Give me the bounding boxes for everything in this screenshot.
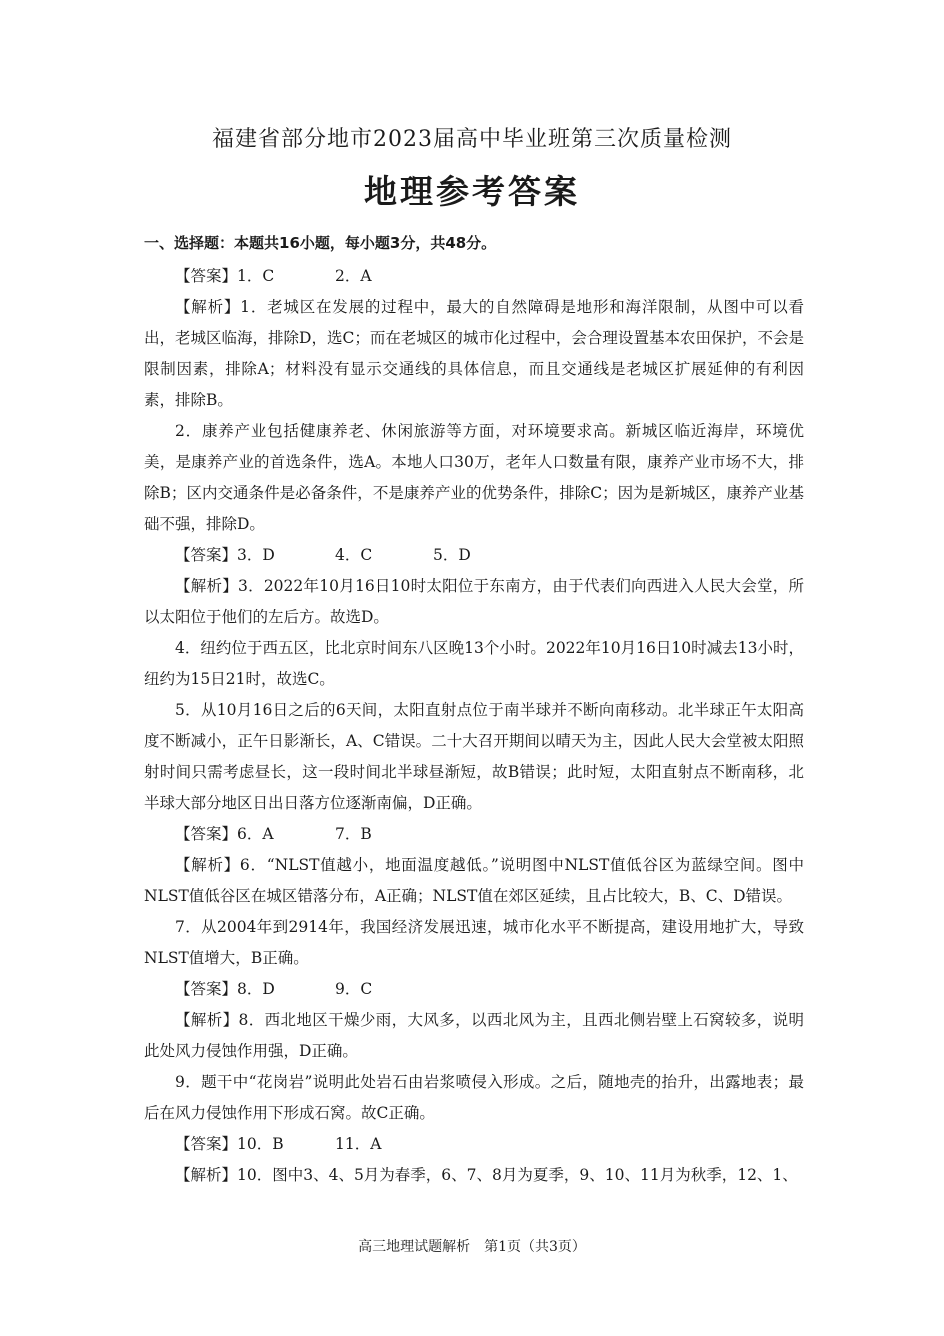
answer-line-8-9 bbox=[144, 974, 804, 1005]
answer-line-3-5 bbox=[144, 540, 804, 571]
answer-item: 10．B bbox=[237, 1135, 284, 1153]
answer-line-6-7 bbox=[144, 819, 804, 850]
answer-tag: 【答案】 bbox=[175, 980, 238, 998]
answer-line-1-2 bbox=[144, 261, 804, 292]
answer-item: 6．A bbox=[237, 825, 274, 843]
answer-item: 11．A bbox=[335, 1135, 382, 1153]
answer-item: 7．B bbox=[335, 825, 372, 843]
answer-content bbox=[144, 228, 804, 1191]
explanation-q7: 7．从2004年到2914年，我国经济发展迅速，城市化水平不断提高，建设用地扩大，导致NLST值增大，B正确。 bbox=[144, 918, 804, 967]
answer-item: 8．D bbox=[237, 980, 275, 998]
page-footer: 高三地理试题解析 第1页（共3页） bbox=[358, 1239, 586, 1255]
answer-tag: 【答案】 bbox=[175, 825, 238, 843]
explanation-q4: 4．纽约位于西五区，比北京时间东八区晚13个小时。2022年10月16日10时减去13小时，纽约为15日21时，故选C。 bbox=[144, 639, 804, 688]
answer-tag: 【答案】 bbox=[175, 267, 238, 285]
answer-tag: 【答案】 bbox=[175, 1135, 238, 1153]
answer-line-10-11 bbox=[144, 1129, 804, 1160]
explanation-q8: 【解析】8．西北地区干燥少雨，大风多，以西北风为主，且西北侧岩壁上石窝较多，说明此处风力侵蚀作用强，D正确。 bbox=[144, 1011, 804, 1060]
explanation-q10: 【解析】10．图中3、4、5月为春季，6、7、8月为夏季，9、10、11月为秋季，12、1、 bbox=[175, 1166, 798, 1184]
explanation-q9: 9．题干中“花岗岩”说明此处岩石由岩浆喷侵入形成。之后，随地壳的抬升，出露地表；最后在风力侵蚀作用下形成石窝。故C正确。 bbox=[144, 1073, 804, 1122]
explanation-q1: 【解析】1．老城区在发展的过程中，最大的自然障碍是地形和海洋限制，从图中可以看出，老城区临海，排除D，选C；而在老城区的城市化过程中，会合理设置基本农田保护，不会是限制因素，排除A；材料没有显示交通线的具体信息，而且交通线是老城区扩展延伸的有利因素，排除B。 bbox=[144, 298, 804, 409]
answer-item: 1．C bbox=[237, 267, 275, 285]
explanation-q2: 2．康养产业包括健康养老、休闲旅游等方面，对环境要求高。新城区临近海岸，环境优美，是康养产业的首选条件，选A。本地人口30万，老年人口数量有限，康养产业市场不大，排除B；区内交通条件是必备条件，不是康养产业的优势条件，排除C；因为是新城区，康养产业基础不强，排除D。 bbox=[144, 422, 804, 533]
explanation-q6: 【解析】6．“NLST值越小，地面温度越低。”说明图中NLST值低谷区为蓝绿空间。图中NLST值低谷区在城区错落分布，A正确；NLST值在郊区延续，且占比较大，B、C、D错误。 bbox=[144, 856, 804, 905]
explanation-q5: 5．从10月16日之后的6天间，太阳直射点位于南半球并不断向南移动。北半球正午太阳高度不断减小，正午日影渐长，A、C错误。二十大召开期间以晴天为主，因此人民大会堂被太阳照射时间只需考虑昼长，这一段时间北半球昼渐短，故B错误；此时短，太阳直射点不断南移，北半球大部分地区日出日落方位逐渐南偏，D正确。 bbox=[144, 701, 804, 812]
explanation-q3: 【解析】3．2022年10月16日10时太阳位于东南方，由于代表们向西进入人民大会堂，所以太阳位于他们的左后方。故选D。 bbox=[144, 577, 804, 626]
answer-item: 2．A bbox=[335, 267, 372, 285]
answer-item: 9．C bbox=[335, 980, 373, 998]
section-heading: 一、选择题：本题共16小题，每小题3分，共48分。 bbox=[144, 234, 497, 252]
answer-item: 3．D bbox=[237, 546, 275, 564]
exam-subtitle: 福建省部分地市2023届高中毕业班第三次质量检测 bbox=[212, 127, 732, 152]
answer-item: 4．C bbox=[335, 546, 373, 564]
page-title: 地理参考答案 bbox=[364, 172, 580, 211]
answer-item: 5．D bbox=[433, 546, 471, 564]
answer-tag: 【答案】 bbox=[175, 546, 238, 564]
